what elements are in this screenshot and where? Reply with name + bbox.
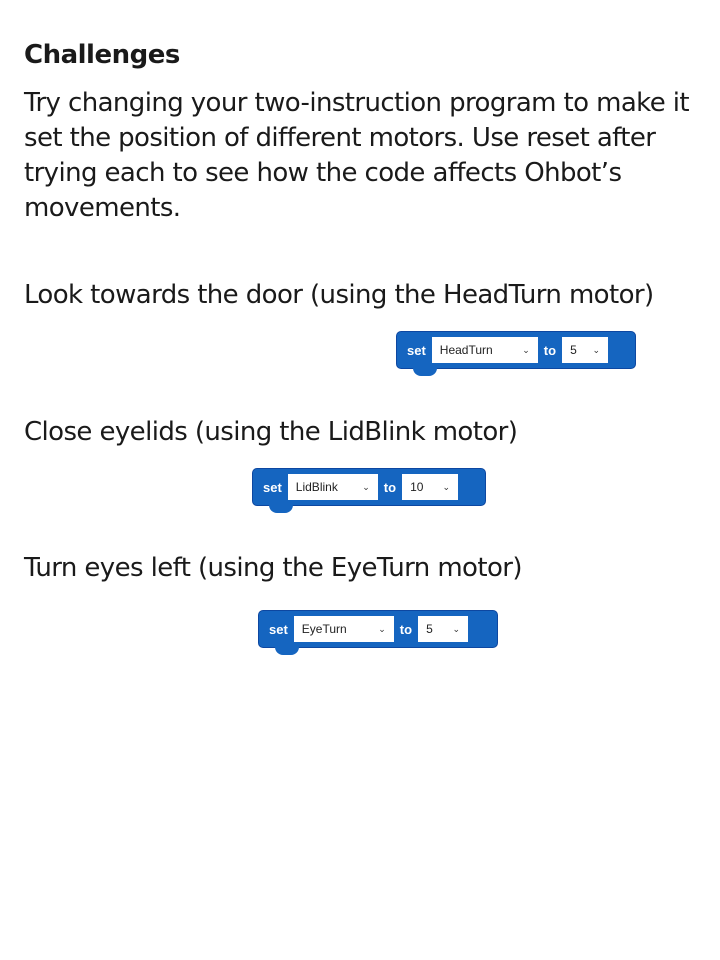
set-motor-block-lid-blink[interactable] <box>252 468 486 506</box>
value-dropdown-value: 5 <box>426 622 433 636</box>
intro-text: Try changing your two-instruction program to make it set the position of different motors. Use reset after trying each to see how the code affects Ohbot’s movements. <box>24 88 689 223</box>
task-head-turn: Look towards the door (using the HeadTurn motor) <box>24 280 654 310</box>
to-keyword: to <box>543 342 557 358</box>
value-dropdown[interactable] <box>562 337 608 363</box>
set-keyword: set <box>263 479 282 495</box>
motor-dropdown[interactable] <box>294 616 394 642</box>
motor-dropdown-value: HeadTurn <box>439 343 493 357</box>
chevron-down-icon: ⌄ <box>592 344 601 355</box>
task-eye-turn: Turn eyes left (using the EyeTurn motor) <box>24 553 522 583</box>
set-motor-block-eye-turn[interactable] <box>258 610 498 648</box>
motor-dropdown[interactable] <box>432 337 538 363</box>
motor-dropdown[interactable] <box>288 474 378 500</box>
chevron-down-icon: ⌄ <box>442 481 451 492</box>
task-lid-blink: Close eyelids (using the LidBlink motor) <box>24 417 518 447</box>
set-motor-block-head-turn[interactable] <box>396 331 636 369</box>
to-keyword: to <box>383 479 397 495</box>
to-keyword: to <box>399 621 413 637</box>
set-keyword: set <box>269 621 288 637</box>
chevron-down-icon: ⌄ <box>522 344 530 355</box>
value-dropdown[interactable] <box>402 474 458 500</box>
motor-dropdown-value: EyeTurn <box>301 622 347 636</box>
set-keyword: set <box>407 342 426 358</box>
motor-dropdown-value: LidBlink <box>295 480 338 494</box>
chevron-down-icon: ⌄ <box>452 623 461 634</box>
value-dropdown[interactable] <box>418 616 468 642</box>
page-heading: Challenges <box>24 40 180 70</box>
value-dropdown-value: 10 <box>410 480 424 494</box>
chevron-down-icon: ⌄ <box>378 623 386 634</box>
value-dropdown-value: 5 <box>570 343 577 357</box>
chevron-down-icon: ⌄ <box>362 481 370 492</box>
